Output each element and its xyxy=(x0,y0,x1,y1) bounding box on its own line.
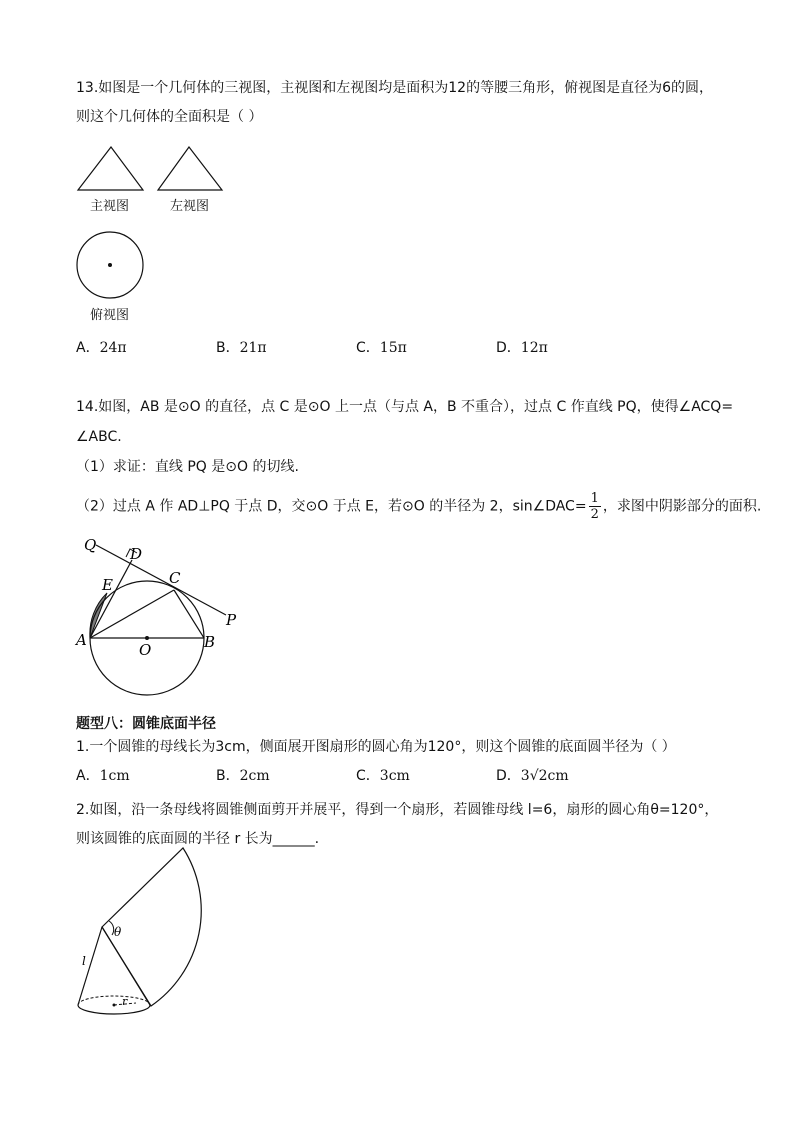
q14-line2: ∠ABC. xyxy=(76,429,122,445)
front-view-label: 主视图 xyxy=(90,199,130,214)
label-theta: θ xyxy=(114,925,122,939)
left-view-figure xyxy=(156,145,226,195)
s8-q1-option-d: D．3√2cm xyxy=(496,768,569,784)
section8-title: 题型八：圆锥底面半径 xyxy=(76,716,216,732)
label-c: C xyxy=(169,569,181,587)
q13-option-d: D．12π xyxy=(496,340,548,356)
label-r: r xyxy=(122,995,128,1008)
q14-line1: 14.如图，AB 是⊙O 的直径，点 C 是⊙O 上一点（与点 A，B 不重合），过点 C 作直线 PQ，使得∠ACQ= xyxy=(76,399,734,415)
label-q: Q xyxy=(84,536,97,554)
q13-option-b: B．21π xyxy=(216,340,267,356)
label-p: P xyxy=(226,611,237,629)
q14-part1: （1）求证：直线 PQ 是⊙O 的切线. xyxy=(76,459,299,475)
label-e: E xyxy=(102,576,113,594)
s8-q2-line2: 则该圆锥的底面圆的半径 r 长为______. xyxy=(76,831,320,847)
q13-line2: 则这个几何体的全面积是（ ） xyxy=(76,109,263,125)
label-b: B xyxy=(204,633,216,651)
top-view-figure xyxy=(74,231,154,311)
q14-part2: （2）过点 A 作 AD⊥PQ 于点 D，交⊙O 于点 E，若⊙O 的半径为 2，sin∠DAC= $\frac{1}{2}$ ，求图中阴影部分的面积. xyxy=(76,491,762,522)
q14-figure xyxy=(74,535,254,705)
top-view-label: 俯视图 xyxy=(90,308,130,323)
label-a: A xyxy=(76,631,87,649)
s8-q1-option-c: C．3cm xyxy=(356,768,410,784)
q13-option-c: C．15π xyxy=(356,340,407,356)
label-l: l xyxy=(82,954,86,968)
label-d: D xyxy=(130,545,143,563)
s8-q1-text: 1.一个圆锥的母线长为3cm，侧面展开图扇形的圆心角为120°，则这个圆锥的底面圆半径为（ ） xyxy=(76,739,676,755)
s8-q1-option-a: A．1cm xyxy=(76,768,130,784)
q13-line1: 13.如图是一个几何体的三视图，主视图和左视图均是面积为12的等腰三角形，俯视图是直径为6的圆， xyxy=(76,80,713,96)
q13-option-a: A．24π xyxy=(76,340,127,356)
cone-figure xyxy=(74,848,214,1023)
fraction-one-half: $\frac{1}{2}$ xyxy=(590,491,599,522)
s8-q2-line1: 2.如图，沿一条母线将圆锥侧面剪开并展平，得到一个扇形，若圆锥母线 l=6，扇形的圆心角θ=120°， xyxy=(76,802,719,818)
front-view-figure xyxy=(76,145,146,195)
left-view-label: 左视图 xyxy=(170,199,210,214)
s8-q1-option-b: B．2cm xyxy=(216,768,270,784)
label-o: O xyxy=(139,641,152,659)
